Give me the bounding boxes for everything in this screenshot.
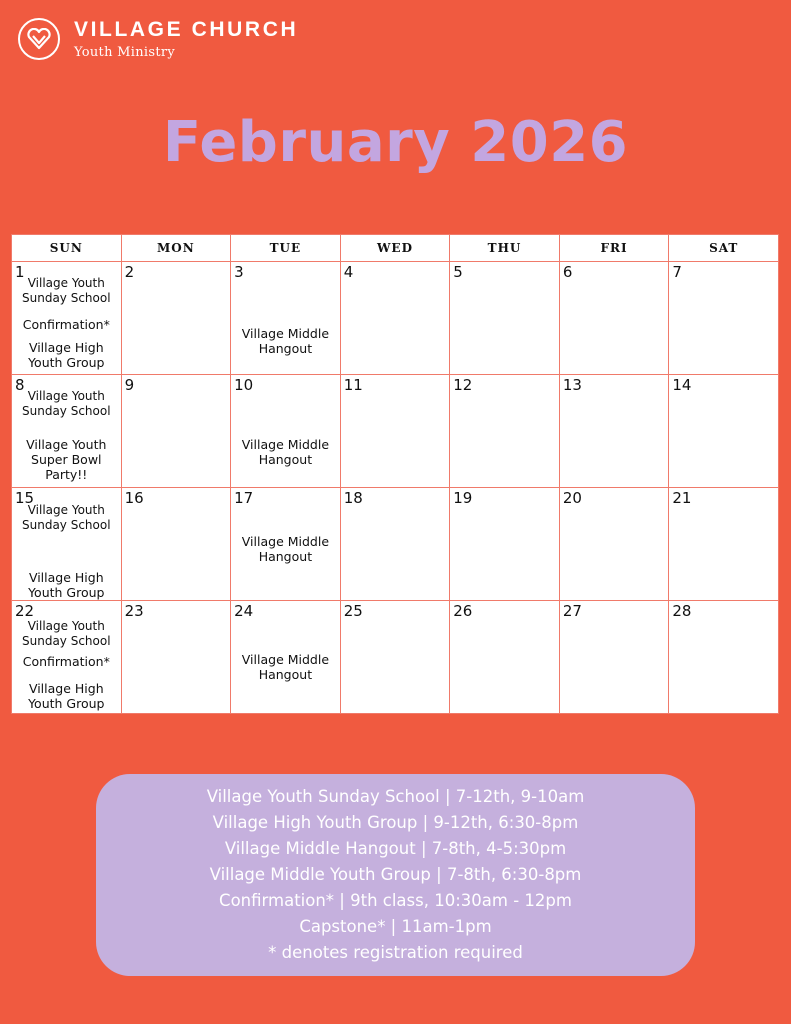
weekday-tue: TUE	[231, 235, 341, 262]
day-cell	[12, 262, 122, 375]
day-cell	[669, 601, 779, 714]
day-number: 26	[453, 602, 473, 620]
day-cell	[559, 488, 669, 601]
weekday-thu: THU	[450, 235, 560, 262]
day-cell	[231, 375, 341, 488]
weekday-header-row	[12, 235, 779, 262]
day-number: 21	[672, 489, 692, 507]
month-title: February 2026	[162, 110, 629, 175]
day-cell	[340, 601, 450, 714]
day-cell	[12, 375, 122, 488]
legend-line: Capstone* | 11am-1pm	[299, 917, 492, 936]
day-cell	[231, 488, 341, 601]
schedule-legend	[96, 774, 695, 976]
calendar-grid	[11, 234, 779, 714]
day-cell	[450, 375, 560, 488]
day-number: 10	[234, 376, 254, 394]
day-number: 3	[234, 263, 244, 281]
calendar-event: Village Youth Sunday School	[22, 276, 111, 305]
day-cell	[231, 262, 341, 375]
day-number: 15	[15, 489, 35, 507]
day-cell	[121, 262, 231, 375]
legend-line: Confirmation* | 9th class, 10:30am - 12pm	[219, 891, 572, 910]
day-cell	[559, 375, 669, 488]
day-cell	[559, 262, 669, 375]
week-row	[12, 488, 779, 601]
day-number: 22	[15, 602, 35, 620]
day-cell	[450, 601, 560, 714]
legend-line: Village Middle Youth Group | 7-8th, 6:30-8pm	[209, 865, 582, 884]
calendar-event: Village Middle Hangout	[241, 652, 330, 682]
week-row	[12, 375, 779, 488]
weekday-wed: WED	[340, 235, 450, 262]
weekday-sat: SAT	[669, 235, 779, 262]
calendar-event: Village Youth Super Bowl Party!!	[26, 437, 107, 482]
day-cell	[340, 262, 450, 375]
day-cell	[450, 488, 560, 601]
day-cell	[12, 601, 122, 714]
day-number: 6	[562, 263, 573, 281]
day-number: 25	[343, 602, 363, 620]
calendar-event: Village Youth Sunday School	[22, 503, 111, 532]
day-number: 11	[343, 376, 363, 394]
day-cell	[559, 601, 669, 714]
day-cell	[340, 488, 450, 601]
weekday-sun: SUN	[12, 235, 122, 262]
org-subtitle: Youth Ministry	[74, 45, 176, 60]
day-number: 14	[672, 376, 692, 394]
day-number: 27	[562, 602, 582, 620]
week-row	[12, 262, 779, 375]
calendar-event: Village High Youth Group	[28, 570, 105, 600]
day-number: 20	[562, 489, 582, 507]
day-cell	[12, 488, 122, 601]
day-cell	[669, 488, 779, 601]
calendar-event: Village High Youth Group	[28, 681, 105, 711]
day-cell	[121, 375, 231, 488]
day-number: 17	[234, 489, 254, 507]
church-logo	[18, 18, 298, 60]
day-cell	[669, 262, 779, 375]
legend-line: Village Youth Sunday School | 7-12th, 9-10am	[206, 787, 585, 806]
day-cell	[669, 375, 779, 488]
heart-v-icon	[18, 18, 60, 60]
day-number: 13	[562, 376, 582, 394]
legend-line: Village Middle Hangout | 7-8th, 4-5:30pm	[224, 839, 567, 858]
day-cell	[121, 601, 231, 714]
calendar-event: Village Youth Sunday School	[22, 389, 111, 418]
weekday-fri: FRI	[559, 235, 669, 262]
week-row	[12, 601, 779, 714]
calendar-event: Village Middle Hangout	[241, 326, 330, 356]
org-name: VILLAGE CHURCH	[74, 18, 299, 41]
day-number: 1	[15, 263, 25, 281]
day-number: 24	[234, 602, 254, 620]
calendar-event: Village Youth Sunday School	[22, 619, 111, 648]
day-number: 28	[672, 602, 692, 620]
calendar-event: Village High Youth Group	[28, 340, 105, 370]
day-number: 7	[672, 263, 682, 281]
day-number: 8	[15, 376, 25, 394]
weekday-mon: MON	[121, 235, 231, 262]
day-number: 18	[343, 489, 363, 507]
calendar-event: Village Middle Hangout	[241, 437, 330, 467]
day-number: 23	[124, 602, 144, 620]
day-number: 16	[124, 489, 144, 507]
day-number: 2	[124, 263, 135, 281]
day-number: 9	[124, 376, 135, 394]
legend-line: Village High Youth Group | 9-12th, 6:30-8pm	[212, 813, 579, 832]
calendar-event: Confirmation*	[22, 317, 110, 332]
legend-note: * denotes registration required	[268, 943, 523, 962]
day-number: 19	[453, 489, 473, 507]
day-number: 12	[453, 376, 473, 394]
day-cell	[450, 262, 560, 375]
calendar-event: Village Middle Hangout	[241, 534, 330, 564]
day-cell	[121, 488, 231, 601]
day-cell	[231, 601, 341, 714]
day-number: 4	[343, 263, 354, 281]
day-number: 5	[453, 263, 463, 281]
day-cell	[340, 375, 450, 488]
calendar-event: Confirmation*	[22, 654, 110, 669]
